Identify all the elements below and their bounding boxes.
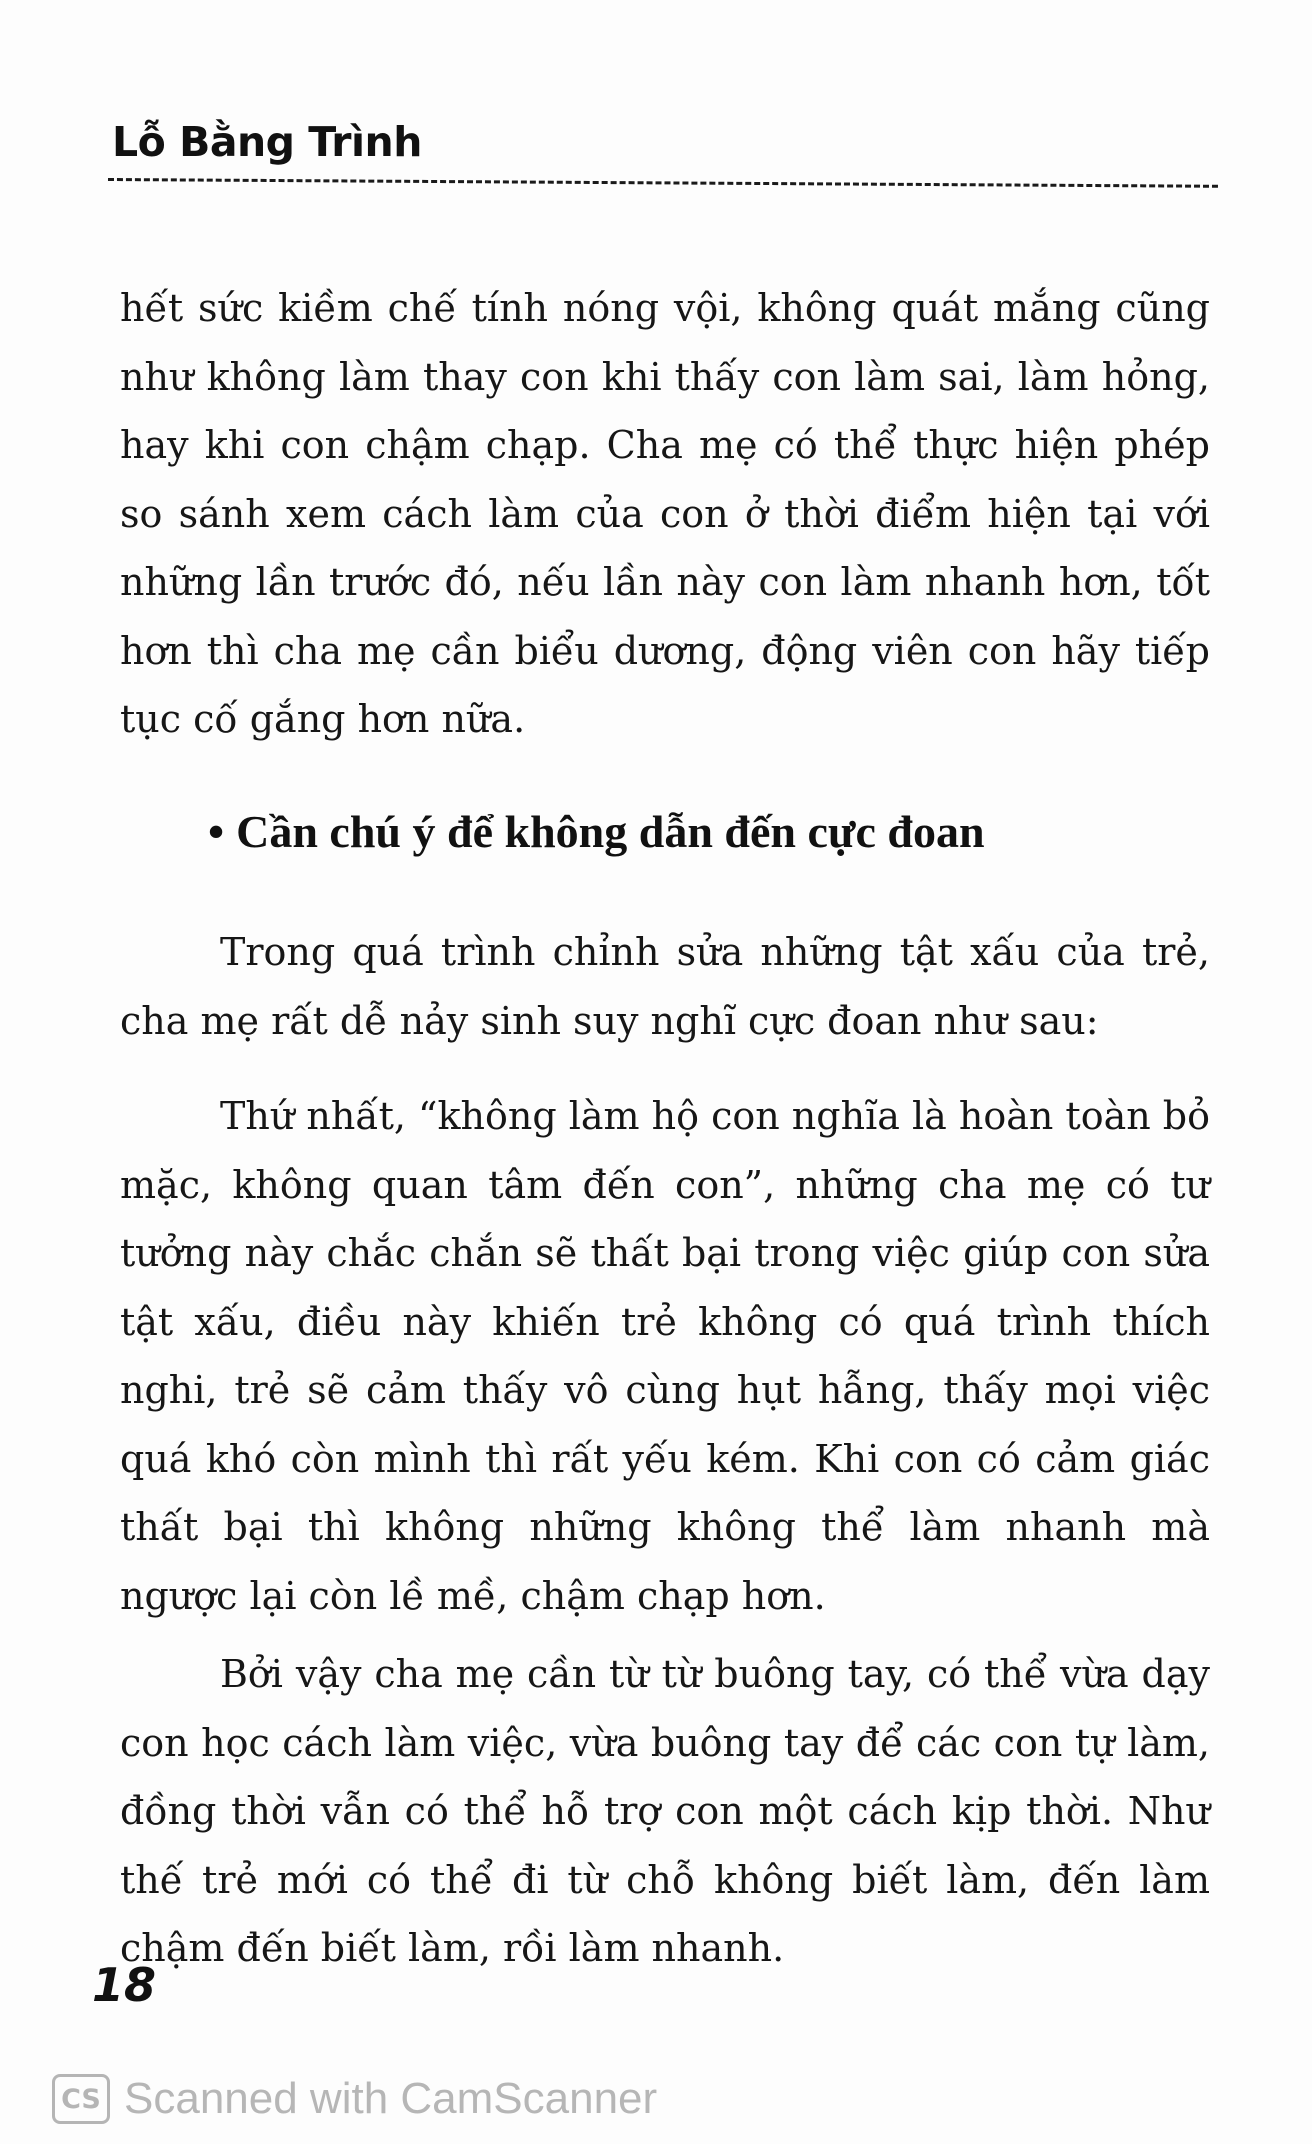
paragraph-first-point: Thứ nhất, “không làm hộ con nghĩa là hoàn toàn bỏ mặc, không quan tâm đến con”, những cha mẹ có tư tưởng này chắc chắn sẽ thất bại trong việc giúp con sửa tật xấu, điều này khiến trẻ không có quá trình thích nghi, trẻ sẽ cảm thấy vô cùng hụt hẫng, thấy mọi việc quá khó còn mình thì rất yếu kém. Khi con có cảm giác thất bại thì không những không thể làm nhanh mà ngược lại còn lề mề, chậm chạp hơn. [120,1094,1210,1618]
paragraph-continued: hết sức kiềm chế tính nóng vội, không quát mắng cũng như không làm thay con khi thấy con làm sai, làm hỏng, hay khi con chậm chạp. Cha mẹ có thể thực hiện phép so sánh xem cách làm của con ở thời điểm hiện tại với những lần trước đó, nếu lần này con làm nhanh hơn, tốt hơn thì cha mẹ cần biểu dương, động viên con hãy tiếp tục cố gắng hơn nữa. [120,286,1210,741]
paragraph-conclusion: Bởi vậy cha mẹ cần từ từ buông tay, có thể vừa dạy con học cách làm việc, vừa buông tay để các con tự làm, đồng thời vẫn có thể hỗ trợ con một cách kịp thời. Như thế trẻ mới có thể đi từ chỗ không biết làm, đến làm chậm đến biết làm, rồi làm nhanh. [120,1652,1210,1970]
camscanner-watermark [52,2074,657,2124]
header-dashed-divider [108,178,1218,188]
camscanner-logo-icon: CS [52,2074,110,2124]
paragraph-intro: Trong quá trình chỉnh sửa những tật xấu của trẻ, cha mẹ rất dễ nảy sinh suy nghĩ cực đoan như sau: [120,930,1210,1043]
section-heading [208,805,985,858]
running-header-author: Lỗ Bằng Trình [112,118,422,166]
watermark-text: Scanned with CamScanner [124,2074,658,2123]
page-number: 18 [92,1958,157,2012]
bullet-icon: • [208,806,225,857]
section-heading-text: Cần chú ý để không dẫn đến cực đoan [236,806,985,857]
